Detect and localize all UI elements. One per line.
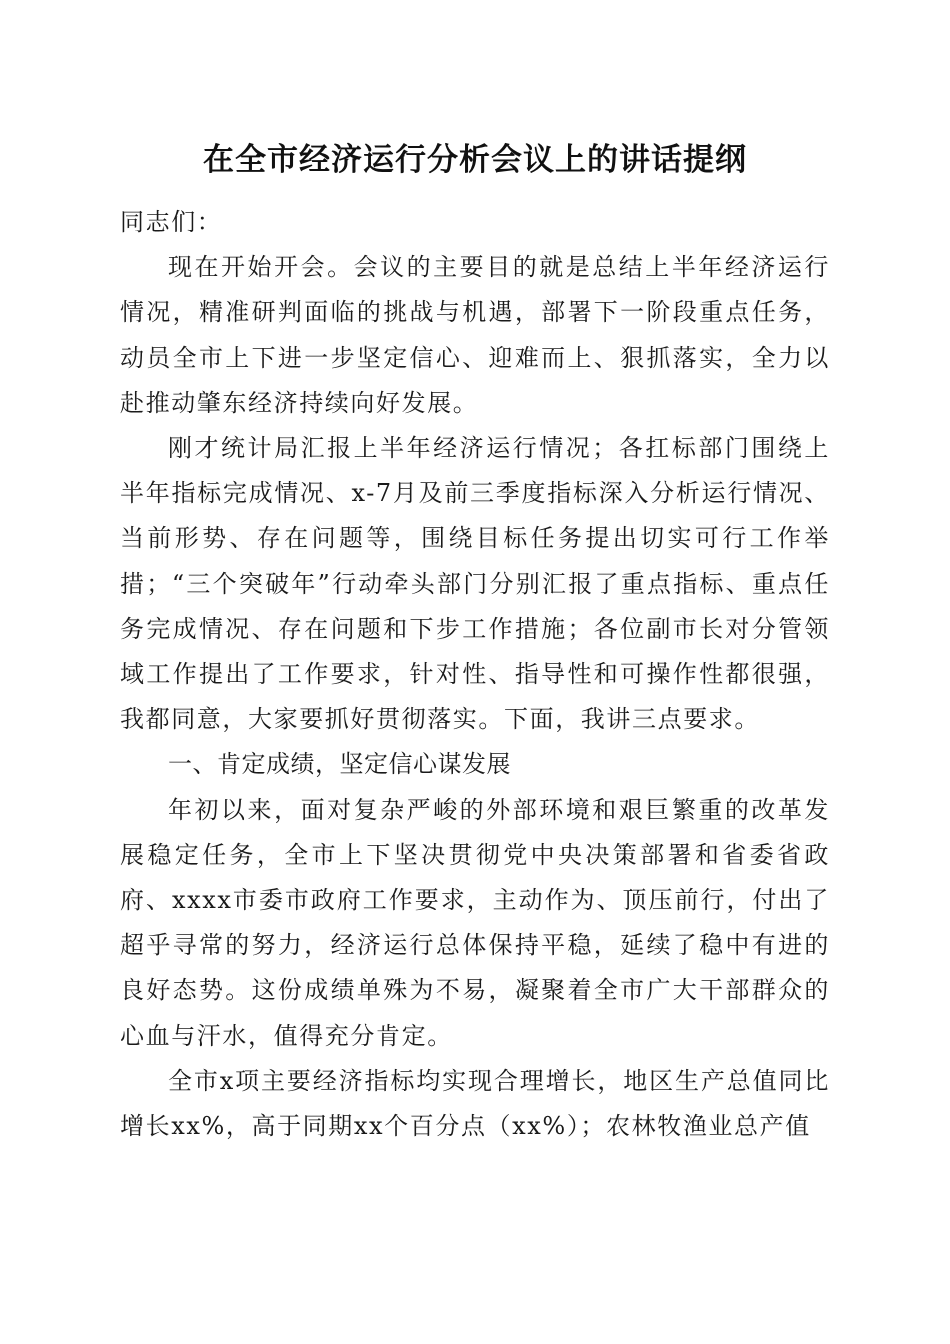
paragraph-achievements: 年初以来，面对复杂严峻的外部环境和艰巨繁重的改革发展稳定任务，全市上下坚决贯彻党中央决策部署和省委省政府、xxxx市委市政府工作要求，主动作为、顶压前行，付出了超乎寻常的努力，经济运行总体保持平稳，延续了稳中有进的良好态势。这份成绩单殊为不易，凝聚着全市广大干部群众的心血与汗水，值得充分肯定。 xyxy=(120,795,830,1050)
paragraph-reports-summary: 刚才统计局汇报上半年经济运行情况；各扛标部门围绕上半年指标完成情况、x-7月及前三季度指标深入分析运行情况、当前形势、存在问题等，围绕目标任务提出切实可行工作举措；“三个突破年”行动牵头部门分别汇报了重点指标、重点任务完成情况、存在问题和下步工作措施；各位副市长对分管领域工作提出了工作要求，针对性、指导性和可操作性都很强，我都同意，大家要抓好贯彻落实。下面，我讲三点要求。 xyxy=(120,434,830,734)
document-body xyxy=(120,200,830,1149)
paragraph-opening: 现在开始开会。会议的主要目的就是总结上半年经济运行情况，精准研判面临的挑战与机遇，部署下一阶段重点任务，动员全市上下进一步坚定信心、迎难而上、狠抓落实，全力以赴推动肇东经济持续向好发展。 xyxy=(120,253,830,417)
paragraph-indicators: 全市x项主要经济指标均实现合理增长，地区生产总值同比增长xx%，高于同期xx个百分点（xx%）；农林牧渔业总产值 xyxy=(120,1066,830,1141)
salutation: 同志们： xyxy=(120,208,223,236)
document-title: 在全市经济运行分析会议上的讲话提纲 xyxy=(203,142,747,178)
section-heading-1: 一、肯定成绩，坚定信心谋发展 xyxy=(168,750,511,779)
